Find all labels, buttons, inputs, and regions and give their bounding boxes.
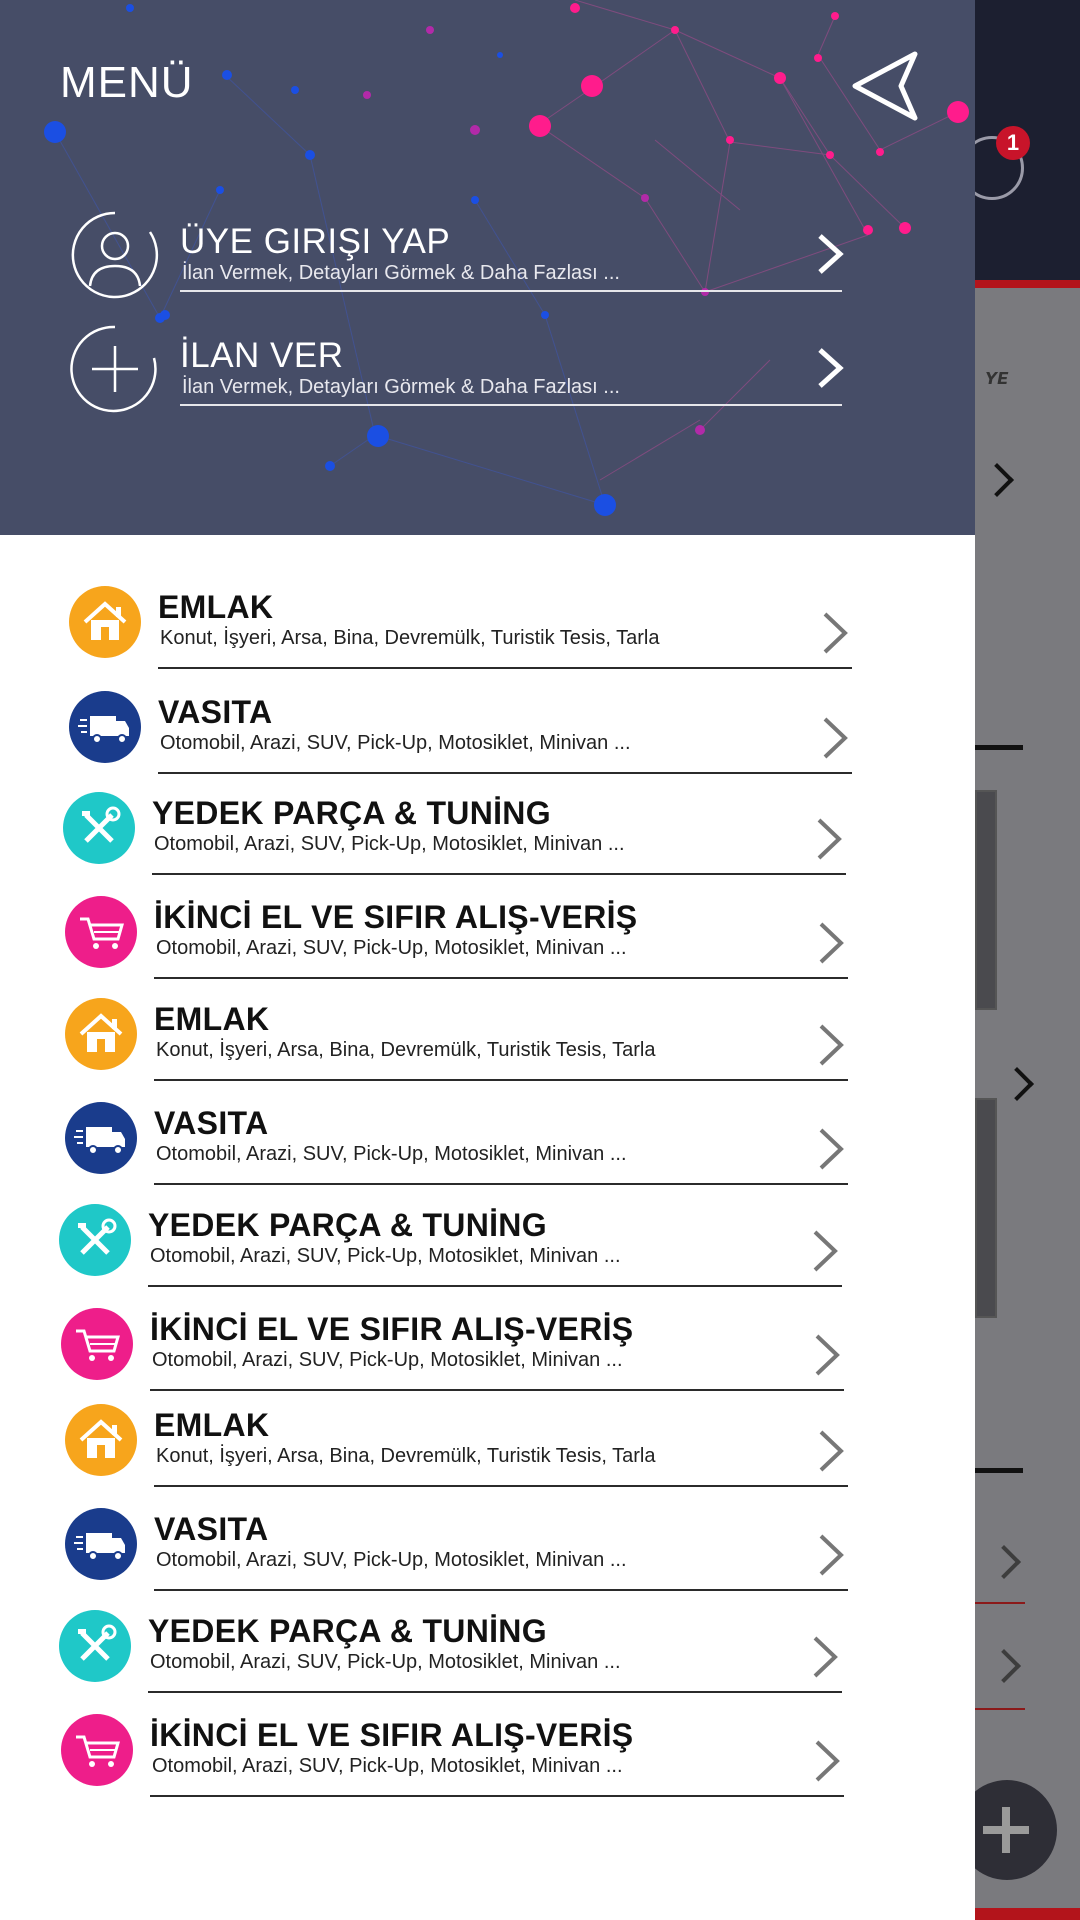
login-row[interactable] xyxy=(70,210,845,306)
category-desc: Konut, İşyeri, Arsa, Bina, Devremülk, Turistik Tesis, Tarla xyxy=(156,1445,656,1467)
truck-icon xyxy=(64,1101,138,1175)
cart-icon xyxy=(64,895,138,969)
user-icon xyxy=(70,210,160,300)
category-desc: Otomobil, Arazi, SUV, Pick-Up, Motosiklet, Minivan ... xyxy=(156,1549,627,1571)
category-item-alisveris[interactable] xyxy=(60,1307,860,1407)
chevron-right-icon xyxy=(810,346,850,390)
category-desc: Otomobil, Arazi, SUV, Pick-Up, Motosiklet, Minivan ... xyxy=(160,732,631,754)
chevron-right-icon xyxy=(812,1333,842,1377)
category-name: YEDEK PARÇA & TUNİNG xyxy=(148,1207,547,1243)
category-name: YEDEK PARÇA & TUNİNG xyxy=(152,795,551,831)
row-divider xyxy=(180,290,842,292)
row-divider xyxy=(975,1708,1025,1710)
chevron-right-icon[interactable] xyxy=(1000,1067,1034,1101)
listing-thumbnail[interactable] xyxy=(975,790,997,1010)
chevron-right-icon xyxy=(812,1739,842,1783)
house-icon xyxy=(64,997,138,1071)
house-icon xyxy=(64,1403,138,1477)
app-logo-fragment: ʏᴇ xyxy=(985,364,1008,389)
category-desc: Konut, İşyeri, Arsa, Bina, Devremülk, Turistik Tesis, Tarla xyxy=(160,627,660,649)
post-ad-title: İLAN VER xyxy=(180,336,344,375)
row-divider xyxy=(154,1589,848,1591)
truck-icon xyxy=(64,1507,138,1581)
row-divider xyxy=(158,772,852,774)
row-divider xyxy=(180,404,842,406)
category-name: İKİNCİ EL VE SIFIR ALIŞ-VERİŞ xyxy=(150,1311,634,1347)
category-desc: Otomobil, Arazi, SUV, Pick-Up, Motosiklet, Minivan ... xyxy=(156,937,627,959)
category-name: YEDEK PARÇA & TUNİNG xyxy=(148,1613,547,1649)
chevron-right-icon xyxy=(816,921,846,965)
bottom-red-bar xyxy=(975,1908,1080,1920)
category-item-emlak[interactable] xyxy=(68,585,868,685)
chevron-right-icon xyxy=(810,1229,840,1273)
listing-thumbnail[interactable] xyxy=(975,1098,997,1318)
category-item-vasita[interactable] xyxy=(68,690,868,790)
cart-icon xyxy=(60,1307,134,1381)
section-divider xyxy=(975,745,1023,750)
menu-title: MENÜ xyxy=(60,58,194,107)
chevron-right-icon xyxy=(820,611,850,655)
row-divider xyxy=(158,667,852,669)
chevron-right-icon xyxy=(816,1429,846,1473)
chevron-right-icon[interactable] xyxy=(987,1545,1021,1579)
chevron-right-icon xyxy=(816,1533,846,1577)
row-divider xyxy=(150,1795,844,1797)
category-item-yedek-parca[interactable] xyxy=(62,791,862,891)
cart-icon xyxy=(60,1713,134,1787)
category-name: VASITA xyxy=(154,1511,269,1547)
category-list xyxy=(0,535,975,1920)
post-ad-row[interactable] xyxy=(70,324,845,420)
category-desc: Konut, İşyeri, Arsa, Bina, Devremülk, Turistik Tesis, Tarla xyxy=(156,1039,656,1061)
category-desc: Otomobil, Arazi, SUV, Pick-Up, Motosiklet, Minivan ... xyxy=(150,1245,621,1267)
chevron-right-icon xyxy=(810,1635,840,1679)
tools-icon xyxy=(58,1203,132,1277)
drawer-header xyxy=(0,0,975,535)
truck-icon xyxy=(68,690,142,764)
chevron-right-icon[interactable] xyxy=(980,463,1014,497)
tools-icon xyxy=(58,1609,132,1683)
login-title: ÜYE GIRIŞI YAP xyxy=(180,222,451,261)
category-item-emlak[interactable] xyxy=(64,1403,864,1503)
row-divider xyxy=(154,1183,848,1185)
category-item-alisveris[interactable] xyxy=(64,895,864,995)
category-name: İKİNCİ EL VE SIFIR ALIŞ-VERİŞ xyxy=(150,1717,634,1753)
tools-icon xyxy=(62,791,136,865)
category-desc: Otomobil, Arazi, SUV, Pick-Up, Motosiklet, Minivan ... xyxy=(156,1143,627,1165)
row-divider xyxy=(154,1485,848,1487)
category-name: EMLAK xyxy=(154,1001,270,1037)
notification-badge: 1 xyxy=(996,126,1030,160)
row-divider xyxy=(148,1691,842,1693)
category-name: EMLAK xyxy=(158,589,274,625)
chevron-right-icon xyxy=(816,1023,846,1067)
category-item-vasita[interactable] xyxy=(64,1507,864,1607)
row-divider xyxy=(975,1602,1025,1604)
house-icon xyxy=(68,585,142,659)
category-item-alisveris[interactable] xyxy=(60,1713,860,1813)
category-desc: Otomobil, Arazi, SUV, Pick-Up, Motosiklet, Minivan ... xyxy=(152,1755,623,1777)
row-divider xyxy=(150,1389,844,1391)
plus-icon xyxy=(70,324,160,414)
category-name: VASITA xyxy=(158,694,273,730)
category-item-yedek-parca[interactable] xyxy=(58,1203,858,1303)
category-item-yedek-parca[interactable] xyxy=(58,1609,858,1709)
top-bar-red-line xyxy=(975,280,1080,288)
login-subtitle: İlan Vermek, Detayları Görmek & Daha Fazlası ... xyxy=(182,262,620,284)
chevron-right-icon xyxy=(820,716,850,760)
chevron-right-icon xyxy=(810,232,850,276)
row-divider xyxy=(154,977,848,979)
category-name: EMLAK xyxy=(154,1407,270,1443)
chevron-right-icon xyxy=(816,1127,846,1171)
category-item-emlak[interactable] xyxy=(64,997,864,1097)
category-desc: Otomobil, Arazi, SUV, Pick-Up, Motosiklet, Minivan ... xyxy=(150,1651,621,1673)
post-ad-subtitle: İlan Vermek, Detayları Görmek & Daha Fazlası ... xyxy=(182,376,620,398)
row-divider xyxy=(148,1285,842,1287)
close-drawer-arrow-icon[interactable] xyxy=(845,48,925,128)
category-desc: Otomobil, Arazi, SUV, Pick-Up, Motosiklet, Minivan ... xyxy=(152,1349,623,1371)
category-item-vasita[interactable] xyxy=(64,1101,864,1201)
chevron-right-icon[interactable] xyxy=(987,1649,1021,1683)
chevron-right-icon xyxy=(814,817,844,861)
row-divider xyxy=(152,873,846,875)
category-name: İKİNCİ EL VE SIFIR ALIŞ-VERİŞ xyxy=(154,899,638,935)
section-divider xyxy=(975,1468,1023,1473)
category-desc: Otomobil, Arazi, SUV, Pick-Up, Motosiklet, Minivan ... xyxy=(154,833,625,855)
category-name: VASITA xyxy=(154,1105,269,1141)
row-divider xyxy=(154,1079,848,1081)
